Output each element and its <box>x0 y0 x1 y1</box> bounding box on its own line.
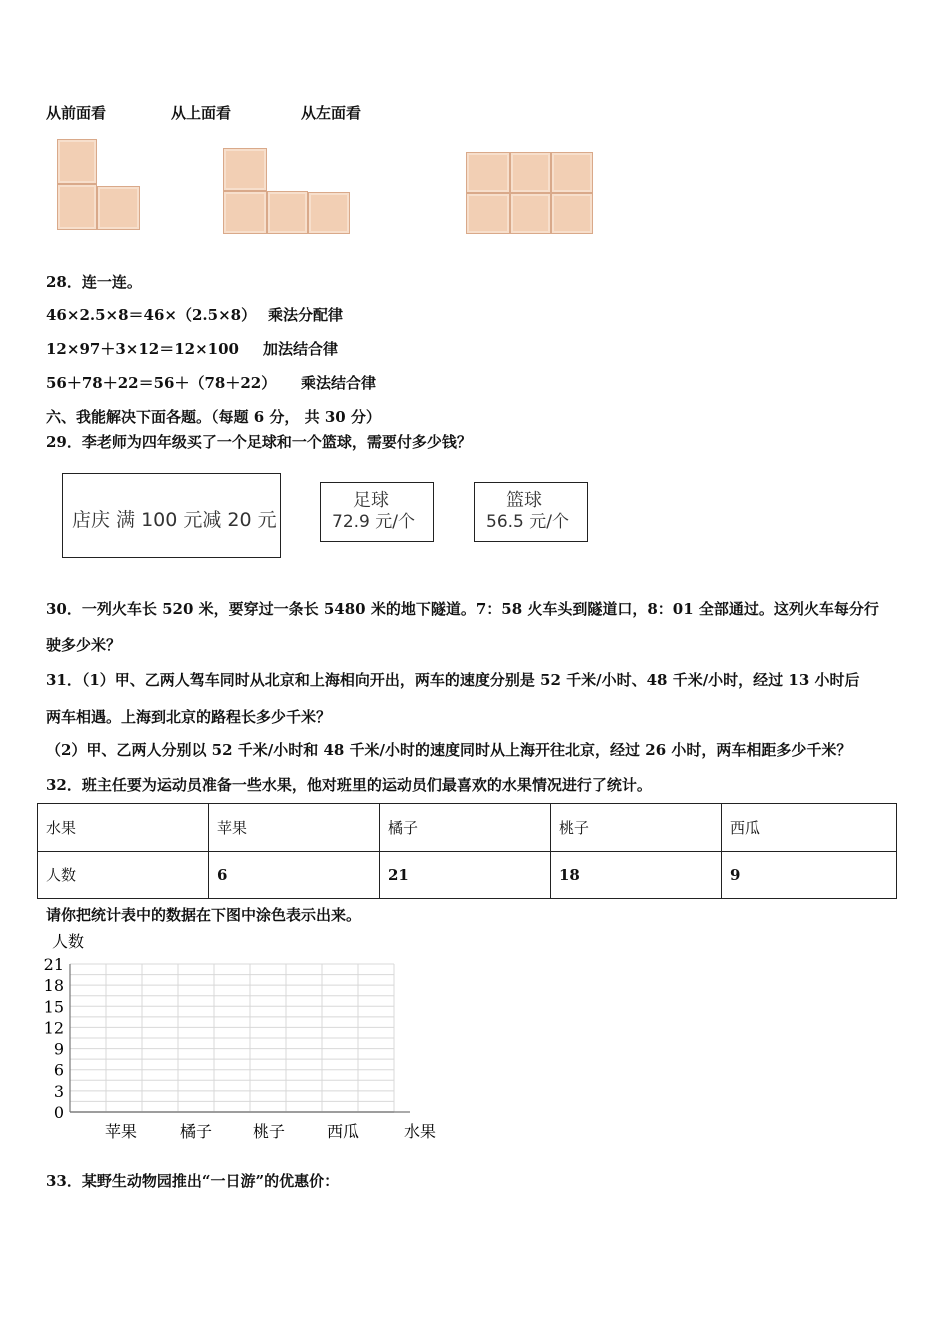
cube <box>223 148 267 191</box>
y-tick-label: 3 <box>53 1081 64 1101</box>
y-tick-label: 6 <box>53 1060 64 1080</box>
table-row <box>38 851 897 899</box>
table-cell: 橘子 <box>380 804 551 852</box>
chart-y-ticks <box>44 955 64 1122</box>
q29-text: 29．李老师为四年级买了一个足球和一个篮球，需要付多少钱？ <box>46 433 472 451</box>
promo-text: 店庆 满 100 元减 20 元 <box>72 509 277 531</box>
table-cell: 西瓜 <box>722 804 897 852</box>
cube <box>510 152 551 193</box>
basketball-price-box <box>474 482 588 542</box>
chart-grid <box>70 964 410 1112</box>
table-cell: 21 <box>380 851 551 899</box>
front-view-label: 从前面看 <box>46 104 107 122</box>
x-category-label: 苹果 <box>104 1122 138 1141</box>
y-tick-label: 15 <box>43 997 64 1017</box>
chart-x-axis-label: 水果 <box>404 1122 437 1141</box>
section-heading: 六、我能解决下面各题。（每题 6 分， 共 30 分） <box>46 408 381 426</box>
y-tick-label: 12 <box>43 1018 64 1038</box>
q30-line-2: 驶多少米？ <box>46 636 122 654</box>
top-view-label: 从上面看 <box>171 104 232 122</box>
cube <box>57 139 97 184</box>
y-tick-label: 18 <box>43 976 64 996</box>
cube <box>551 193 593 234</box>
q28-expr-2: 12×97＋3×12＝12×100 <box>46 340 239 358</box>
cube <box>551 152 593 193</box>
cube <box>97 186 140 230</box>
y-tick-label: 9 <box>53 1039 64 1059</box>
q32-instruction: 请你把统计表中的数据在下图中涂色表示出来。 <box>46 906 362 924</box>
q31-line-2: 两车相遇。上海到北京的路程长多少千米？ <box>46 708 332 726</box>
x-category-label: 西瓜 <box>326 1122 360 1141</box>
q33-text: 33．某野生动物园推出“一日游”的优惠价： <box>46 1172 340 1190</box>
q31-line-1: 31．（1）甲、乙两人驾车同时从北京和上海相向开出，两车的速度分别是 52 千米/小时、48 千米/小时，经过 13 小时后 <box>46 671 860 689</box>
table-cell: 9 <box>722 851 897 899</box>
table-cell: 6 <box>209 851 380 899</box>
left-view-label: 从左面看 <box>301 104 362 122</box>
cube <box>466 193 510 234</box>
q28-expr-3: 56＋78＋22＝56＋（78＋22） <box>46 374 277 392</box>
chart-x-ticks <box>105 1122 359 1141</box>
promo-box <box>62 473 281 558</box>
q28-law-1: 乘法分配律 <box>268 306 344 324</box>
cube <box>510 193 551 234</box>
y-tick-label: 0 <box>53 1103 64 1122</box>
y-tick-label: 21 <box>43 955 64 974</box>
cube <box>308 192 350 234</box>
blank-bar-chart <box>0 925 470 1150</box>
q31-line-3: （2）甲、乙两人分别以 52 千米/小时和 48 千米/小时的速度同时从上海开往北京，经过 26 小时，两车相距多少千米？ <box>46 741 852 759</box>
chart-y-axis-label: 人数 <box>52 932 85 951</box>
q28-expr-1: 46×2.5×8＝46×（2.5×8） <box>46 306 257 324</box>
cube <box>267 191 308 234</box>
table-cell: 水果 <box>38 804 209 852</box>
q28-title: 28．连一连。 <box>46 273 142 291</box>
cube <box>223 191 267 234</box>
cube <box>57 184 97 230</box>
q28-law-2: 加法结合律 <box>263 340 339 358</box>
fruit-table <box>37 803 897 899</box>
q32-text: 32．班主任要为运动员准备一些水果，他对班里的运动员们最喜欢的水果情况进行了统计。 <box>46 776 652 794</box>
table-cell: 桃子 <box>551 804 722 852</box>
football-price: 72.9 元/个 <box>332 512 415 532</box>
table-row <box>38 804 897 852</box>
basketball-price: 56.5 元/个 <box>486 512 569 532</box>
q30-line-1: 30．一列火车长 520 米，要穿过一条长 5480 米的地下隧道。7：58 火车头到隧道口，8：01 全部通过。这列火车每分行 <box>46 600 879 618</box>
x-category-label: 橘子 <box>179 1122 213 1141</box>
football-name: 足球 <box>353 490 389 511</box>
x-category-label: 桃子 <box>252 1122 286 1141</box>
table-cell: 人数 <box>38 851 209 899</box>
cube <box>466 152 510 193</box>
basketball-name: 篮球 <box>506 490 542 511</box>
table-cell: 18 <box>551 851 722 899</box>
football-price-box <box>320 482 434 542</box>
table-cell: 苹果 <box>209 804 380 852</box>
q28-law-3: 乘法结合律 <box>301 374 377 392</box>
